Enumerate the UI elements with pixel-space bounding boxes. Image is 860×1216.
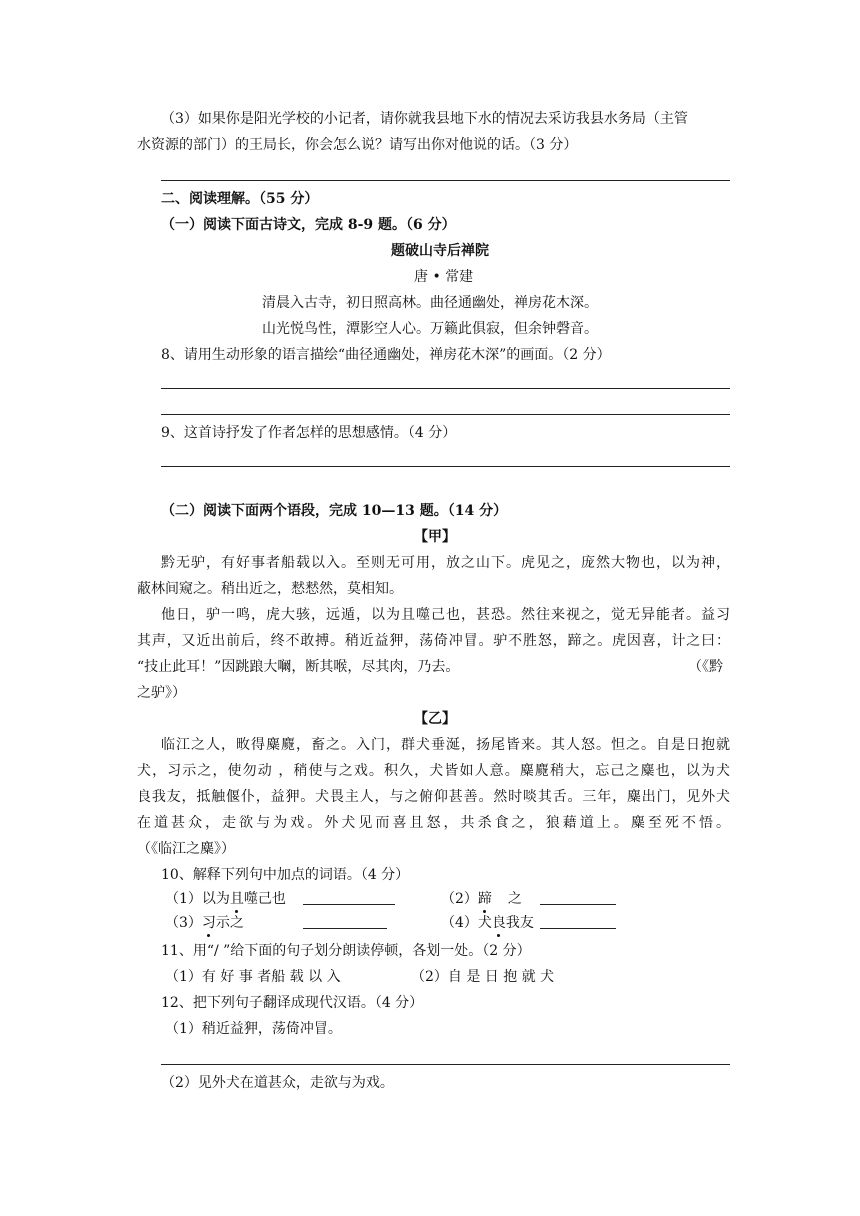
q10-item-2-prefix: （2）: [441, 891, 478, 907]
yi-line2: 犬，习示之，使勿动 ，稍使与之戏。积久，犬皆如人意。麋麑稍大，忘己之麋也，以为犬: [137, 763, 730, 779]
q10-answer-blank-3[interactable]: [303, 914, 387, 929]
q10-item-4-suffix: 我友: [505, 915, 534, 931]
answer-line[interactable]: [161, 180, 730, 181]
dotted-word: 蹄: [477, 891, 492, 907]
yi-line1: 临江之人，畋得麋麑，畜之。入门，群犬垂涎，扬尾皆来。其人怒。怛之。自是日抱就: [161, 737, 730, 753]
poem-title: 题破山寺后禅院: [391, 243, 489, 259]
q7-line1: （3）如果你是阳光学校的小记者，请你就我县地下水的情况去采访我县水务局（主管: [161, 111, 688, 127]
yi-line3: 良我友，抵触偃仆，益狎。犬畏主人，与之俯仰甚善。然时啖其舌。三年，麋出门，见外犬: [137, 789, 730, 805]
q10-item-3: [165, 914, 244, 932]
q10-item-2-suffix: 之: [507, 891, 522, 907]
poem-author: 唐 • 常建: [414, 269, 474, 285]
jia-p1-line2: 蔽林间窥之。稍出近之，慭慭然，莫相知。: [137, 581, 403, 597]
q7-line2: 水资源的部门）的王局长，你会怎么说？请写出你对他说的话。（3 分）: [137, 137, 578, 153]
jia-p1-line1: 黔无驴，有好事者船载以入。至则无可用，放之山下。虎见之，庞然大物也，以为神，: [161, 555, 730, 571]
passage-yi-label: 【乙】: [414, 711, 456, 727]
q8-answer-line-1[interactable]: [161, 388, 730, 389]
q12-answer-line[interactable]: [161, 1064, 730, 1065]
q11-sentence-2: （2）自 是 日 抱 就 犬: [411, 969, 555, 985]
q10-answer-blank-1[interactable]: [303, 890, 395, 905]
jia-source-part2: 之驴》）: [137, 685, 186, 701]
q10-item-3-suffix: 示之: [215, 915, 244, 931]
part2-title: （二）阅读下面两个语段，完成 10—13 题。（14 分）: [161, 503, 508, 519]
jia-p2-line2: 其声，又近出前后，终不敢搏。稍近益狎，荡倚冲冒。驴不胜怒，蹄之。虎因喜，计之曰：: [137, 633, 730, 649]
q10-item-1-prefix: （1）以为: [165, 891, 230, 907]
q10-item-1: [165, 890, 286, 908]
q10-item-4: [441, 914, 534, 932]
q8-question: 8、请用生动形象的语言描绘“曲径通幽处，禅房花木深”的画面。（2 分）: [161, 347, 611, 363]
passage-jia-label: 【甲】: [414, 529, 456, 545]
q12-sentence-2: （2）见外犬在道甚众，走欲与为戏。: [161, 1075, 394, 1091]
q10-question: 10、解释下列句中加点的词语。（4 分）: [161, 867, 410, 883]
q12-sentence-1: （1）稍近益狎，荡倚冲冒。: [165, 1021, 342, 1037]
q11-question: 11、用“/ ”给下面的句子划分朗读停顿，各划一处。（2 分）: [161, 943, 531, 959]
section-title: 二、阅读理解。（55 分）: [161, 191, 319, 207]
q10-answer-blank-4[interactable]: [540, 914, 616, 929]
q10-answer-blank-2[interactable]: [540, 890, 616, 905]
poem-line-2: 山光悦鸟性，潭影空人心。万籁此俱寂，但余钟磬音。: [262, 321, 598, 337]
q11-sentence-1: （1）有 好 事 者船 载 以 入: [165, 969, 341, 985]
dotted-word: 习: [201, 915, 216, 931]
q10-item-1-suffix: 噬己也: [243, 891, 286, 907]
q10-item-3-prefix: （3）: [165, 915, 202, 931]
q9-answer-line[interactable]: [161, 466, 730, 467]
q10-item-2: [441, 890, 522, 908]
part1-title: （一）阅读下面古诗文，完成 8-9 题。（6 分）: [161, 217, 456, 233]
q12-question: 12、把下列句子翻译成现代汉语。（4 分）: [161, 995, 424, 1011]
yi-source: （《临江之麋》）: [137, 841, 235, 857]
yi-line4: 在道甚众，走欲与为戏。外犬见而喜且怒，共杀食之，狼藉道上。麋至死不悟。: [137, 815, 730, 831]
jia-source-part1: （《黔: [688, 659, 723, 675]
jia-p2-line1: 他日，驴一鸣，虎大骇，远遁，以为且噬己也，甚恐。然往来视之，觉无异能者。益习: [161, 607, 730, 623]
dotted-word: 良: [491, 915, 506, 931]
q9-question: 9、这首诗抒发了作者怎样的思想感情。（4 分）: [161, 425, 457, 441]
jia-p2-line3: “技止此耳！”因跳踉大㘎，断其喉，尽其肉，乃去。: [137, 659, 460, 675]
dotted-word: 且: [229, 891, 244, 907]
q8-answer-line-2[interactable]: [161, 414, 730, 415]
poem-line-1: 清晨入古寺，初日照高林。曲径通幽处，禅房花木深。: [262, 295, 598, 311]
q10-item-4-prefix: （4）犬: [441, 915, 492, 931]
